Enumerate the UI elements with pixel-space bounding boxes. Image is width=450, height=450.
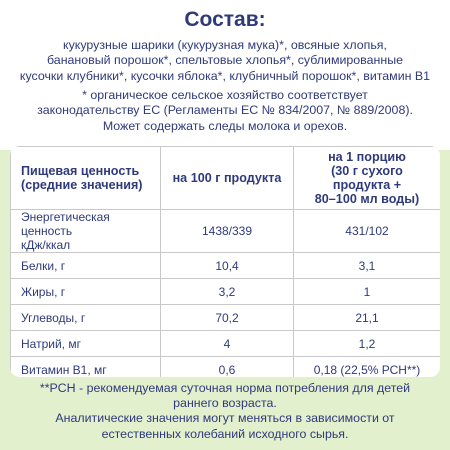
row-portion: 21,1	[294, 305, 441, 331]
row-portion: 0,18 (22,5% РСН**)	[294, 357, 441, 378]
composition-title: Состав:	[184, 8, 266, 31]
row-per100: 0,6	[161, 357, 294, 378]
row-name: Жиры, г	[11, 279, 161, 305]
row-name: Белки, г	[11, 253, 161, 279]
table-row	[11, 210, 441, 253]
nutrition-table-card	[10, 146, 440, 377]
organic-note: * органическое сельское хозяйство соответствует законодательству ЕС (Регламенты ЕС № 834/2007, № 889/2008). Может содержать следы молока и орехов.	[37, 88, 413, 133]
nutrition-table	[10, 146, 440, 377]
table-row	[11, 331, 441, 357]
table-row	[11, 253, 441, 279]
header-nutrition-value: Пищевая ценность (средние значения)	[11, 147, 161, 210]
footnote-text: **РСН - рекомендуемая суточная норма потребления для детей раннего возраста. Аналитические значения могут меняться в зависимости от естественных колебаний исходного сырья.	[39, 381, 411, 441]
row-per100: 4	[161, 331, 294, 357]
row-portion: 1,2	[294, 331, 441, 357]
row-portion: 1	[294, 279, 441, 305]
composition-section	[0, 0, 450, 150]
row-name: Витамин В1, мг	[11, 357, 161, 378]
table-row	[11, 357, 441, 378]
table-row	[11, 279, 441, 305]
header-per-100g: на 100 г продукта	[161, 147, 294, 210]
row-portion: 431/102	[294, 210, 441, 253]
ingredients-text: кукурузные шарики (кукурузная мука)*, овсяные хлопья, банановый порошок*, спельтовые хлопья*, сублимированные кусочки клубники*, кусочки яблока*, клубничный порошок*, витамин B1	[19, 38, 431, 83]
row-name: Углеводы, г	[11, 305, 161, 331]
row-per100: 3,2	[161, 279, 294, 305]
row-name: Натрий, мг	[11, 331, 161, 357]
row-per100: 70,2	[161, 305, 294, 331]
row-per100: 1438/339	[161, 210, 294, 253]
row-name: Энергетическая ценность кДж/ккал	[11, 210, 161, 253]
row-portion: 3,1	[294, 253, 441, 279]
header-per-portion: на 1 порцию (30 г сухого продукта + 80–100 мл воды)	[294, 147, 441, 210]
row-per100: 10,4	[161, 253, 294, 279]
table-row	[11, 305, 441, 331]
table-header-row	[11, 147, 441, 210]
